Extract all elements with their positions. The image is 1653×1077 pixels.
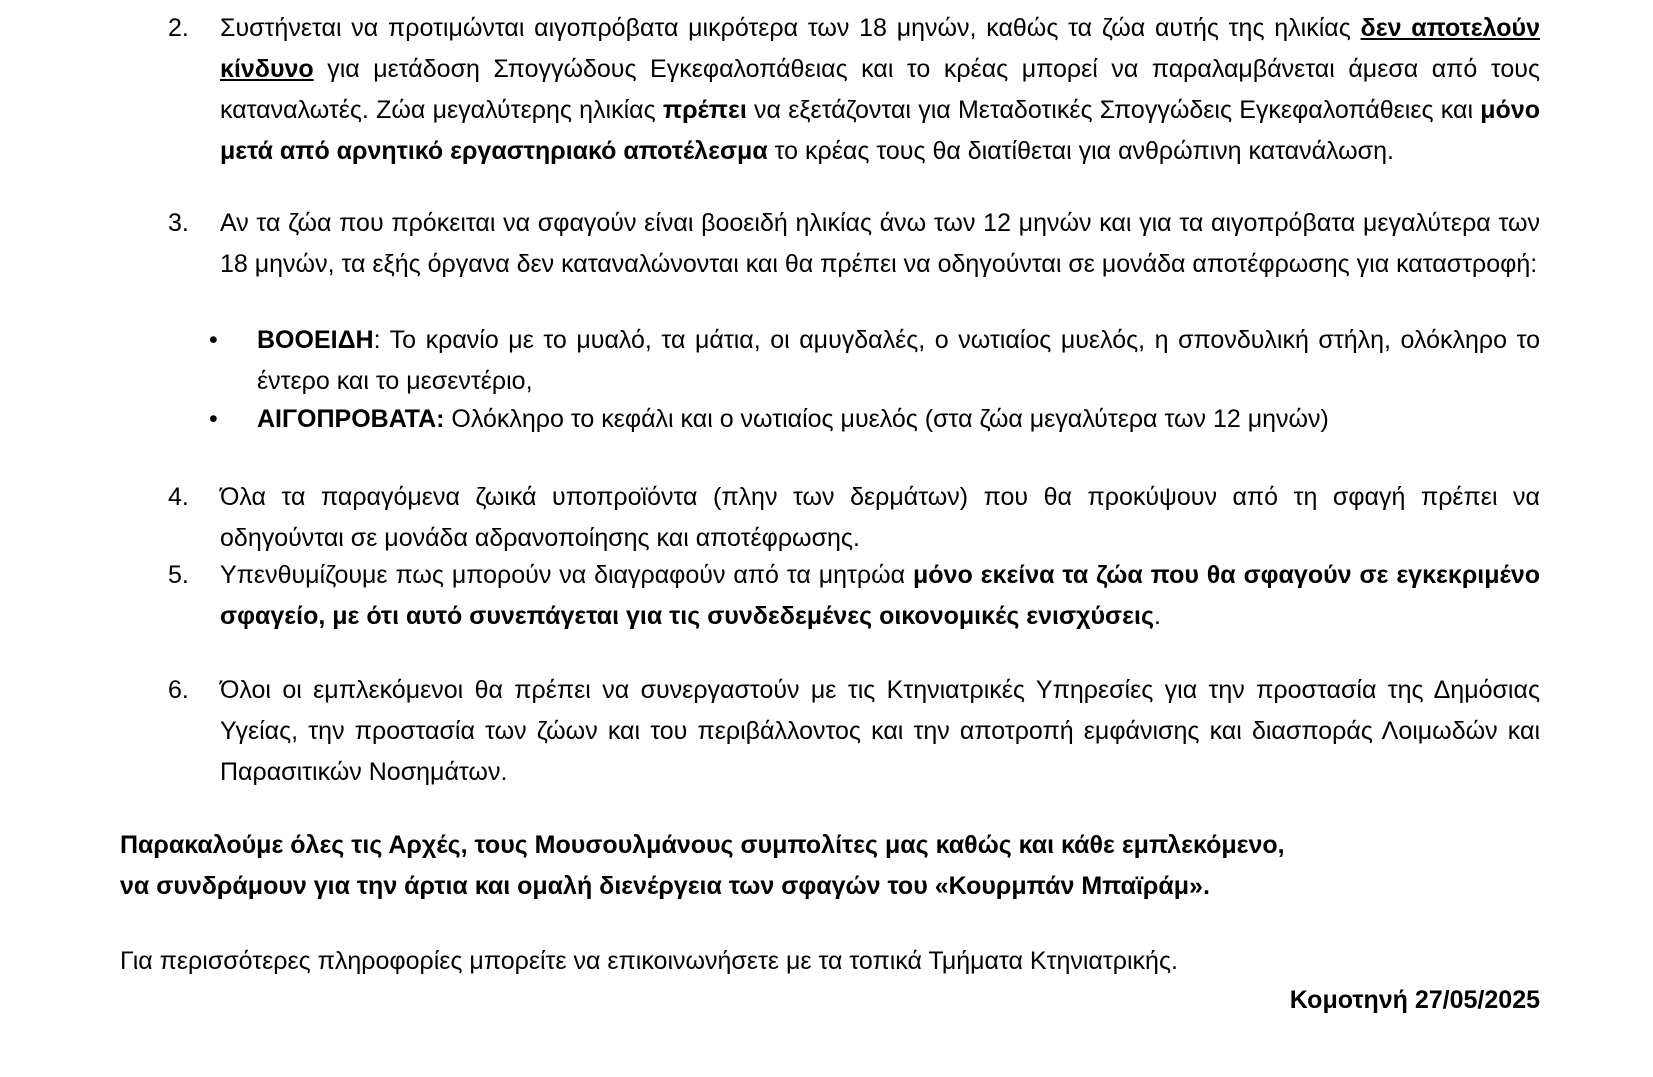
list-number: 6.	[168, 676, 189, 704]
list-item-text: Όλα τα παραγόμενα ζωικά υποπροϊόντα (πλην των δερμάτων) που θα προκύψουν από τη σφαγή πρέπει να οδηγούνται σε μονάδα αδρανοποίησης και αποτέφρωσης.	[220, 483, 1540, 552]
list-number: 4.	[168, 483, 189, 511]
bold-text: πρέπει	[662, 96, 747, 124]
appeal-line-1: Παρακαλούμε όλες τις Αρχές, τους Μουσουλμάνους συμπολίτες μας καθώς και κάθε εμπλεκόμενο,	[120, 831, 1285, 859]
bold-text: μόνο μετά από αρνητικό εργαστηριακό αποτέλεσμα	[220, 96, 1541, 165]
bullet-text	[257, 320, 1540, 402]
text-run: για μετάδοση Σπογγώδους Εγκεφαλοπάθειας και το κρέας μπορεί να παραλαμβάνεται άμεσα από τους καταναλωτές. Ζώα μεγαλύτερης ηλικίας	[220, 55, 1540, 124]
text-run: Συστήνεται να προτιμώνται αιγοπρόβατα μικρότερα των 18 μηνών, καθώς τα ζώα αυτής της ηλικίας	[220, 14, 1361, 42]
place-date: Κομοτηνή 27/05/2025	[1289, 986, 1540, 1014]
list-item-text	[220, 8, 1540, 172]
appeal-line-2: να συνδράμουν για την άρτια και ομαλή διενέργεια των σφαγών του «Κουρμπάν Μπαϊράμ».	[120, 872, 1210, 900]
list-number: 3.	[168, 209, 189, 237]
bullet-label: ΑΙΓΟΠΡΟΒΑΤΑ:	[257, 405, 445, 433]
bold-text: μόνο εκείνα τα ζώα που θα σφαγούν σε εγκεκριμένο σφαγείο, με ότι αυτό συνεπάγεται για τις συνδεδεμένες οικονομικές ενισχύσεις	[220, 561, 1540, 630]
list-number: 5.	[168, 561, 189, 589]
underlined-bold-text: δεν αποτελούν κίνδυνο	[220, 14, 1540, 83]
list-number: 2.	[168, 14, 189, 42]
text-run: το κρέας τους θα διατίθεται για ανθρώπινη κατανάλωση.	[767, 137, 1394, 165]
text-run: να εξετάζονται για Μεταδοτικές Σπογγώδεις Εγκεφαλοπάθειες και	[746, 96, 1481, 124]
bullet-icon: •	[209, 405, 218, 433]
text-run: Υπενθυμίζουμε πως μπορούν να διαγραφούν από τα μητρώα	[220, 561, 913, 589]
bullet-text	[257, 399, 1540, 440]
text-run: .	[1153, 602, 1161, 630]
text-run: Ολόκληρο το κεφάλι και ο νωτιαίος μυελός (στα ζώα μεγαλύτερα των 12 μηνών)	[444, 405, 1329, 433]
appeal-paragraph	[120, 825, 1540, 907]
info-line: Για περισσότερες πληροφορίες μπορείτε να επικοινωνήσετε με τα τοπικά Τμήματα Κτηνιατρικής.	[120, 947, 1178, 975]
bullet-label: ΒΟΟΕΙΔΗ	[257, 326, 374, 354]
bullet-icon: •	[209, 326, 218, 354]
list-item-text: Όλοι οι εμπλεκόμενοι θα πρέπει να συνεργαστούν με τις Κτηνιατρικές Υπηρεσίες για την προστασία της Δημόσιας Υγείας, την προστασία των ζώων και του περιβάλλοντος και την αποτροπή εμφάνισης και διασποράς Λοιμωδών και Παρασιτικών Νοσημάτων.	[220, 676, 1540, 786]
text-run: : Το κρανίο με το μυαλό, τα μάτια, οι αμυγδαλές, ο νωτιαίος μυελός, η σπονδυλική στήλη, ολόκληρο το έντερο και το μεσεντέριο,	[257, 326, 1540, 395]
list-item-text	[220, 555, 1540, 637]
list-item-text: Αν τα ζώα που πρόκειται να σφαγούν είναι βοοειδή ηλικίας άνω των 12 μηνών και για τα αιγοπρόβατα μεγαλύτερα των 18 μηνών, τα εξής όργανα δεν καταναλώνονται και θα πρέπει να οδηγούνται σε μονάδα αποτέφρωσης για καταστροφή:	[220, 209, 1540, 278]
